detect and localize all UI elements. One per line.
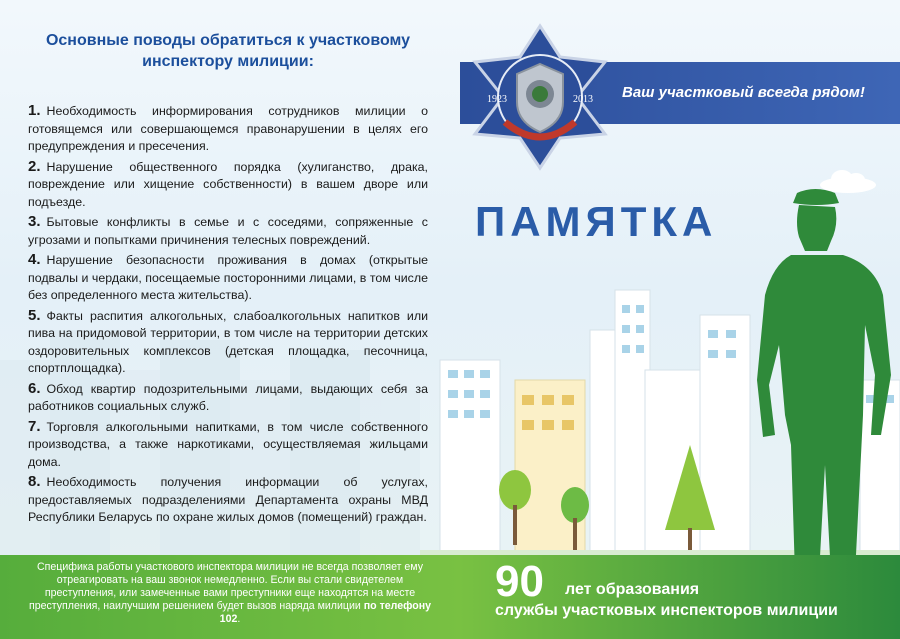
page-title: ПАМЯТКА [475, 198, 718, 245]
item-number: 6. [28, 379, 41, 397]
emblem-year-left: 1923 [487, 94, 507, 105]
item-number: 7. [28, 417, 41, 435]
list-item [28, 307, 428, 378]
reasons-list [28, 30, 428, 529]
item-text: Бытовые конфликты в семье и с соседями, сопряженные с угрозами и попытками причинения телесных повреждений. [28, 215, 428, 247]
item-number: 3. [28, 213, 41, 230]
list-item [28, 102, 428, 156]
item-text: Обход квартир подозрительными лицами, выдающих себя за работников социальных служб. [28, 381, 428, 413]
item-text: Необходимость информирования сотрудников милиции о готовящемся или совершающемся правонарушении в целях его предупреждения и пресечения. [28, 104, 428, 153]
police-officer-silhouette [735, 185, 895, 580]
footer-note-text: Специфика работы участкового инспектора милиции не всегда позволяет ему отреагировать на ваш звонок немедленно. Если вы стали свидетелем преступления, или замеченные вами преступники еще находятся на месте преступления, наилучшим решением будет вызов наряда милиции [28, 561, 423, 612]
anniversary-panel [460, 555, 900, 639]
item-text: Необходимость получения информации об услугах, предоставляемых подразделениями Департамента охраны МВД Республики Беларусь по охране жилых домов (помещений) граждан. [28, 475, 428, 524]
footer [0, 555, 900, 639]
footer-note: Специфика работы участкового инспектора милиции не всегда позволяет ему отреагировать на ваш звонок немедленно. Если вы стали свидетелем преступления, или замеченные вами преступники еще находятся на месте преступления, наилучшим решением будет вызов наряда милиции по телефону 102. [28, 561, 432, 625]
list-item [28, 380, 428, 416]
list-item [28, 251, 428, 305]
item-number: 1. [28, 102, 41, 119]
item-number: 5. [28, 306, 41, 324]
anniversary-line-2: службы участковых инспекторов милиции [495, 602, 838, 619]
list-item [28, 158, 428, 212]
anniversary-line-1: лет образования [565, 581, 700, 598]
list-item [28, 473, 428, 527]
item-text: Нарушение безопасности проживания в домах (открытые подвалы и чердаки, посещаемые посторонними лицами, в том числе без определенного места жительства). [28, 253, 428, 302]
emergency-phone: по телефону 102 [219, 600, 432, 625]
emblem-year-right: 2013 [573, 94, 593, 105]
item-number: 2. [28, 157, 41, 175]
anniversary-number: 90 [495, 557, 544, 606]
list-item [28, 213, 428, 249]
item-number: 8. [28, 473, 41, 490]
footer-note-panel [0, 555, 460, 639]
item-text: Торговля алкогольными напитками, в том числе собственного производства, а также наркотиками, осуществляемая жильцами дома. [28, 419, 428, 469]
page-heading: Основные поводы обратиться к участковому инспектору милиции: [45, 32, 411, 70]
list-item [28, 418, 428, 472]
slogan-text: Ваш участковый всегда рядом! [622, 84, 865, 101]
item-number: 4. [28, 251, 41, 268]
item-text: Нарушение общественного порядка (хулиганство, драка, повреждение или хищение собственности) в вашем дворе или подъезде. [28, 159, 428, 209]
police-badge-emblem-icon [465, 22, 615, 172]
item-text: Факты распития алкогольных, слабоалкогольных напитков или пива на придомовой территории, в том числе на территории детских оздоровительных комплексов (детская площадка, песочница, спортплощадка). [28, 308, 428, 375]
